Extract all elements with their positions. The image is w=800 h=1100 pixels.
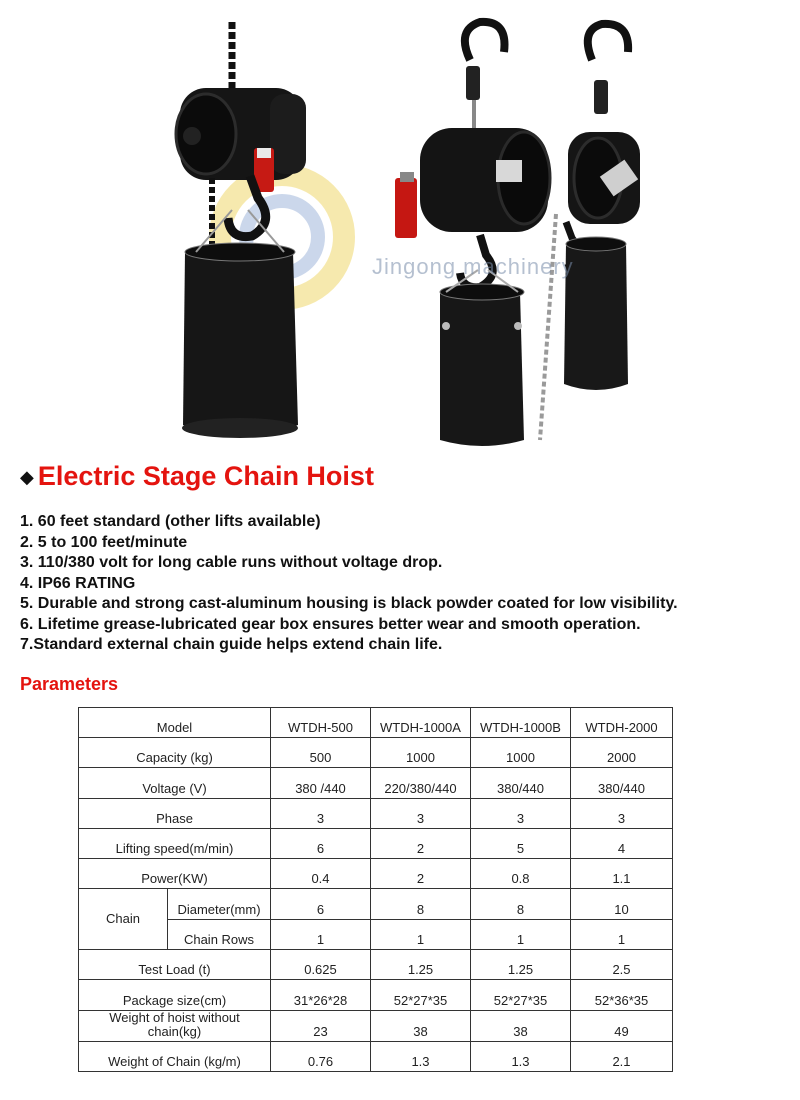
table-cell: 1.3	[371, 1041, 471, 1071]
table-cell: 380/440	[471, 768, 571, 798]
table-cell: 1000	[371, 738, 471, 768]
table-cell: 31*26*28	[271, 980, 371, 1010]
row-label: Power(KW)	[79, 858, 271, 888]
table-cell: 1.1	[571, 858, 673, 888]
table-header-cell: WTDH-2000	[571, 708, 673, 738]
row-label: Weight of hoist without chain(kg)	[79, 1010, 271, 1041]
feature-item: 5. Durable and strong cast-aluminum housing is black powder coated for low visibility.	[20, 595, 678, 612]
table-header-cell: Model	[79, 708, 271, 738]
feature-item: 7.Standard external chain guide helps extend chain life.	[20, 636, 443, 653]
table-cell: 8	[471, 889, 571, 920]
table-cell: 8	[371, 889, 471, 920]
chain-group-label: Chain	[79, 889, 168, 949]
table-row	[79, 980, 673, 1010]
feature-item: 3. 110/380 volt for long cable runs without voltage drop.	[20, 554, 443, 571]
row-label: Lifting speed(m/min)	[79, 828, 271, 858]
table-row	[79, 1010, 673, 1041]
table-cell: 2.1	[571, 1041, 673, 1071]
table-cell: 3	[371, 798, 471, 828]
table-cell: 2.5	[571, 950, 673, 980]
hoist-illustration	[0, 0, 800, 455]
table-header-row	[79, 708, 673, 738]
feature-item: 4. IP66 RATING	[20, 574, 136, 592]
row-label: Phase	[79, 798, 271, 828]
table-cell: 0.4	[271, 858, 371, 888]
table-cell: 0.625	[271, 950, 371, 980]
section-heading	[20, 463, 374, 490]
table-cell: 220/380/440	[371, 768, 471, 798]
table-cell: 1.25	[371, 950, 471, 980]
table-cell: 49	[571, 1010, 673, 1041]
table-row	[79, 798, 673, 828]
table-cell: 1	[271, 919, 371, 950]
chain-group	[79, 889, 271, 950]
table-cell: 38	[371, 1010, 471, 1041]
parameters-table	[78, 707, 673, 1072]
table-row	[79, 828, 673, 858]
table-header-cell: WTDH-500	[271, 708, 371, 738]
table-cell: 38	[471, 1010, 571, 1041]
table-cell: 1.25	[471, 950, 571, 980]
row-label: Chain Rows	[183, 932, 255, 948]
feature-item: 2. 5 to 100 feet/minute	[20, 533, 188, 551]
table-cell: 5	[471, 828, 571, 858]
table-cell: 380/440	[571, 768, 673, 798]
page-title: Electric Stage Chain Hoist	[37, 461, 374, 491]
table-cell: 2	[371, 858, 471, 888]
parameters-title: Parameters	[20, 674, 119, 694]
hoist-middle	[395, 22, 550, 446]
table-cell: 0.76	[271, 1041, 371, 1071]
table-cell: 52*27*35	[371, 980, 471, 1010]
table-cell: 3	[471, 798, 571, 828]
table-cell: 1.3	[471, 1041, 571, 1071]
table-cell: 2	[371, 828, 471, 858]
diamond-icon: ◆	[20, 466, 34, 487]
table-cell: 2000	[571, 738, 673, 768]
row-label: Voltage (V)	[79, 768, 271, 798]
table-cell: 3	[571, 798, 673, 828]
table-cell: 6	[271, 828, 371, 858]
table-cell: 1000	[471, 738, 571, 768]
row-label: Package size(cm)	[79, 980, 271, 1010]
row-label: Weight of Chain (kg/m)	[79, 1041, 271, 1071]
table-cell: 23	[271, 1010, 371, 1041]
table-cell: 3	[271, 798, 371, 828]
table-cell: 500	[271, 738, 371, 768]
table-cell: 1	[571, 919, 673, 950]
table-row	[79, 738, 673, 768]
row-label: Test Load (t)	[79, 950, 271, 980]
feature-item: 6. Lifetime grease-lubricated gear box ensures better wear and smooth operation.	[20, 615, 641, 633]
table-cell: 1	[371, 919, 471, 950]
feature-list	[20, 512, 678, 656]
table-row	[79, 889, 673, 920]
table-cell: 0.8	[471, 858, 571, 888]
table-cell: 1	[471, 919, 571, 950]
hoist-right	[540, 24, 640, 440]
table-cell: 4	[571, 828, 673, 858]
watermark-text: Jingong machinery	[372, 254, 574, 279]
table-cell: 6	[271, 889, 371, 920]
product-photo	[0, 0, 800, 455]
table-cell: 52*36*35	[571, 980, 673, 1010]
table-header-cell: WTDH-1000B	[471, 708, 571, 738]
table-row	[79, 768, 673, 798]
table-cell: 10	[571, 889, 673, 920]
table-header-cell: WTDH-1000A	[371, 708, 471, 738]
table-row	[79, 858, 673, 888]
table-row	[79, 950, 673, 980]
feature-item: 1. 60 feet standard (other lifts available)	[20, 513, 321, 530]
table-cell: 52*27*35	[471, 980, 571, 1010]
row-label: Diameter(mm)	[168, 889, 270, 920]
row-label: Capacity (kg)	[79, 738, 271, 768]
table-row	[79, 1041, 673, 1071]
table-cell: 380 /440	[271, 768, 371, 798]
